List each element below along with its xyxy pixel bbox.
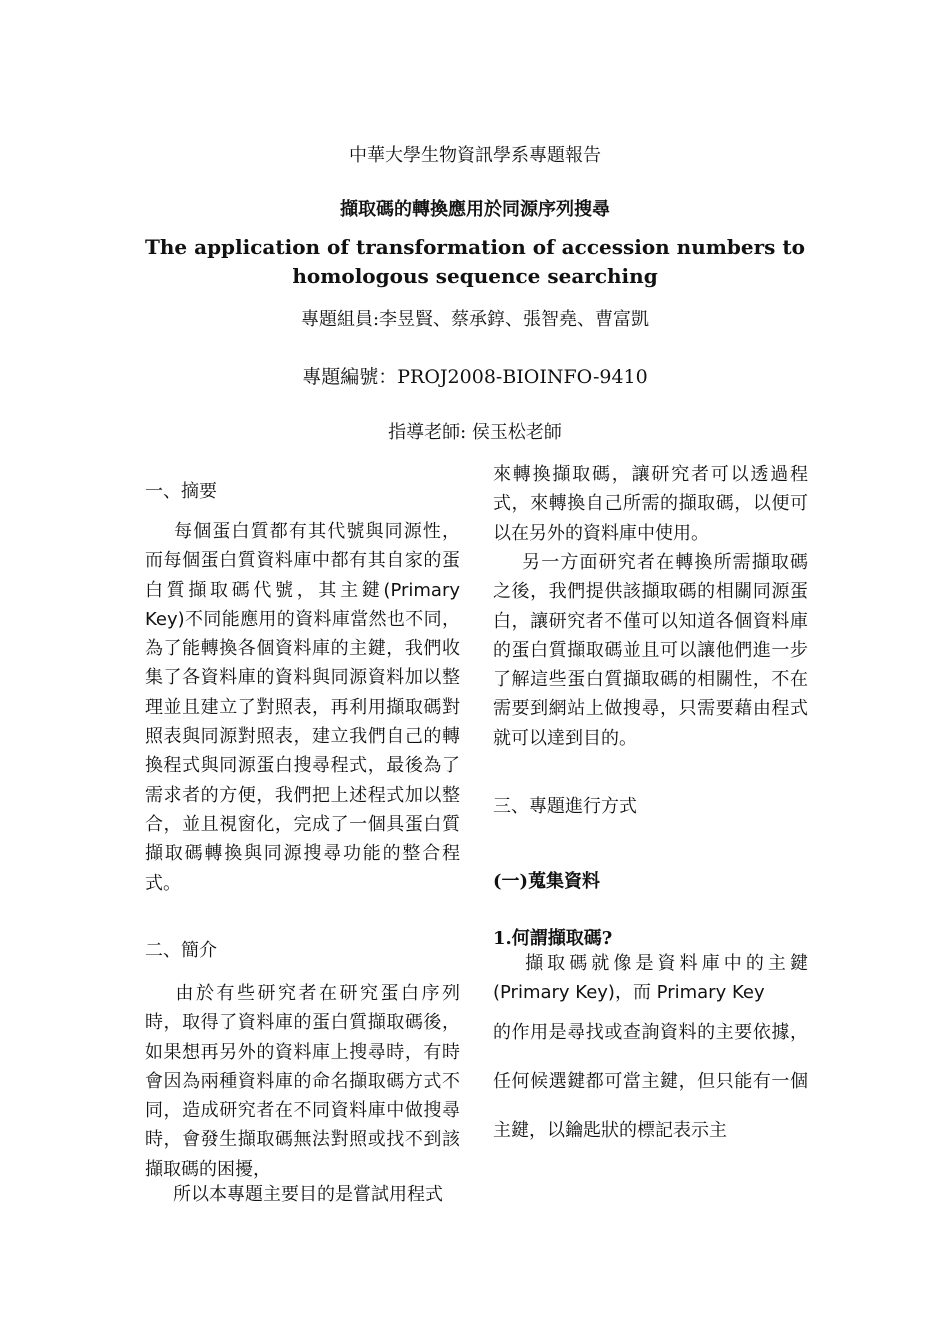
project-number: 專題編號：PROJ2008-BIOINFO-9410	[302, 366, 648, 388]
title-english: The application of transformation of accession numbers to homologous sequence searching	[145, 235, 805, 288]
definition-paragraph-2: 的作用是尋找或查詢資料的主要依據，任何候選鍵都可當主鍵，但只能有一個主鍵，以鑰匙狀的標記表示主	[493, 1022, 808, 1141]
title-chinese: 擷取碼的轉換應用於同源序列搜尋	[340, 199, 610, 220]
sub-heading-what-is-accession: 1.何謂擷取碼?	[493, 928, 613, 949]
second-paragraph	[493, 548, 808, 753]
abstract-text: 每個蛋白質都有其代號與同源性，而每個蛋白質資料庫中都有其自家的蛋白質擷取碼代號，其主鍵(Primary Key)不同能應用的資料庫當然也不同，為了能轉換各個資料庫的主鍵，我們收集了各資料庫的資料與同源資料加以整理並且建立了對照表，再利用擷取碼對照表與同源對照表，建立我們自己的轉換程式與同源蛋白搜尋程式，最後為了需求者的方便，我們把上述程式加以整合，並且視窗化，完成了一個具蛋白質擷取碼轉換與同源搜尋功能的整合程式。	[145, 521, 460, 894]
definition-text: 擷取碼就像是資料庫中的主鍵(Primary Key)，而 Primary Key	[493, 953, 808, 1004]
method-heading: 三、專題進行方式	[493, 796, 637, 817]
intro-paragraph-2	[145, 1180, 460, 1209]
intro-text-2: 所以本專題主要目的是嘗試用程式	[173, 1184, 443, 1205]
project-members: 專題組員:李昱賢、蔡承錞、張智堯、曹富凱	[300, 309, 650, 330]
second-paragraph-text: 另一方面研究者在轉換所需擷取碼之後，我們提供該擷取碼的相關同源蛋白，讓研究者不僅可以知道各個資料庫的蛋白質擷取碼並且可以讓他們進一步了解這些蛋白質擷取碼的相關性，不在需要到網站上做搜尋，只需要藉由程式就可以達到目的。	[493, 552, 808, 749]
definition-paragraph	[493, 949, 808, 1008]
continued-paragraph: 來轉換擷取碼，讓研究者可以透過程式，來轉換自己所需的擷取碼，以便可以在另外的資料庫中使用。	[493, 464, 808, 544]
sub-heading-collect-data: (一)蒐集資料	[493, 871, 601, 892]
intro-paragraph	[145, 979, 460, 1184]
abstract-paragraph	[145, 517, 460, 898]
intro-heading: 二、簡介	[145, 940, 217, 961]
advisor: 指導老師: 侯玉松老師	[388, 422, 562, 443]
abstract-heading: 一、摘要	[145, 481, 217, 502]
intro-text: 由於有些研究者在研究蛋白序列時，取得了資料庫的蛋白質擷取碼後，如果想再另外的資料庫上搜尋時，有時會因為兩種資料庫的命名擷取碼方式不同，造成研究者在不同資料庫中做搜尋時，會發生擷取碼無法對照或找不到該擷取碼的困擾，	[145, 983, 460, 1180]
department-line: 中華大學生物資訊學系專題報告	[349, 145, 601, 166]
